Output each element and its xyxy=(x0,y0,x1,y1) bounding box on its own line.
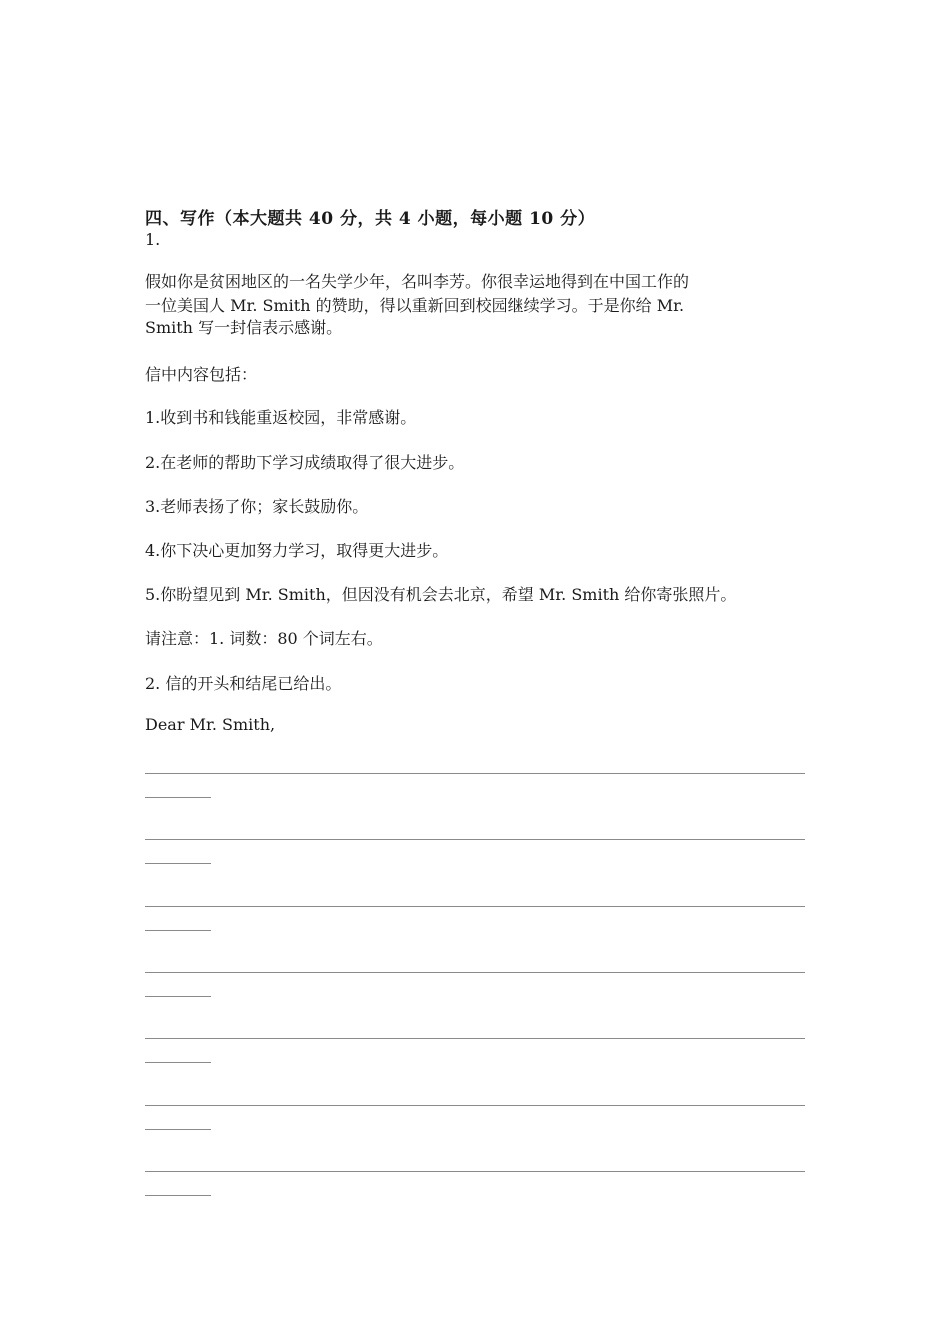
answer-line-continuation[interactable] xyxy=(145,930,211,931)
answer-line-continuation[interactable] xyxy=(145,1129,211,1130)
answer-line[interactable] xyxy=(145,839,805,840)
answer-line-continuation[interactable] xyxy=(145,1062,211,1063)
note-line-1: 请注意：1. 词数：80 个词左右。 xyxy=(145,629,383,648)
point-2: 2.在老师的帮助下学习成绩取得了很大进步。 xyxy=(145,453,465,472)
point-1: 1.收到书和钱能重返校园，非常感谢。 xyxy=(145,408,417,427)
question-number: 1. xyxy=(145,230,161,249)
content-intro: 信中内容包括： xyxy=(145,365,258,384)
salutation: Dear Mr. Smith, xyxy=(145,715,276,734)
prompt-line-3: Smith 写一封信表示感谢。 xyxy=(145,318,343,337)
answer-line[interactable] xyxy=(145,1171,805,1172)
answer-line[interactable] xyxy=(145,1038,805,1039)
point-3: 3.老师表扬了你；家长鼓励你。 xyxy=(145,497,369,516)
note-line-2: 2. 信的开头和结尾已给出。 xyxy=(145,674,342,693)
prompt-line-1: 假如你是贫困地区的一名失学少年，名叫李芳。你很幸运地得到在中国工作的 xyxy=(145,272,690,291)
point-4: 4.你下决心更加努力学习，取得更大进步。 xyxy=(145,541,449,560)
answer-line-continuation[interactable] xyxy=(145,996,211,997)
point-5: 5.你盼望见到 Mr. Smith，但因没有机会去北京，希望 Mr. Smith 给你寄张照片。 xyxy=(145,585,737,604)
answer-line-continuation[interactable] xyxy=(145,863,211,864)
prompt-line-2: 一位美国人 Mr. Smith 的赞助，得以重新回到校园继续学习。于是你给 Mr. xyxy=(145,296,685,315)
answer-line-continuation[interactable] xyxy=(145,1195,211,1196)
answer-line-continuation[interactable] xyxy=(145,797,211,798)
answer-line[interactable] xyxy=(145,1105,805,1106)
answer-line[interactable] xyxy=(145,972,805,973)
answer-line[interactable] xyxy=(145,773,805,774)
section-heading: 四、写作（本大题共 40 分，共 4 小题，每小题 10 分） xyxy=(145,209,596,229)
answer-line[interactable] xyxy=(145,906,805,907)
